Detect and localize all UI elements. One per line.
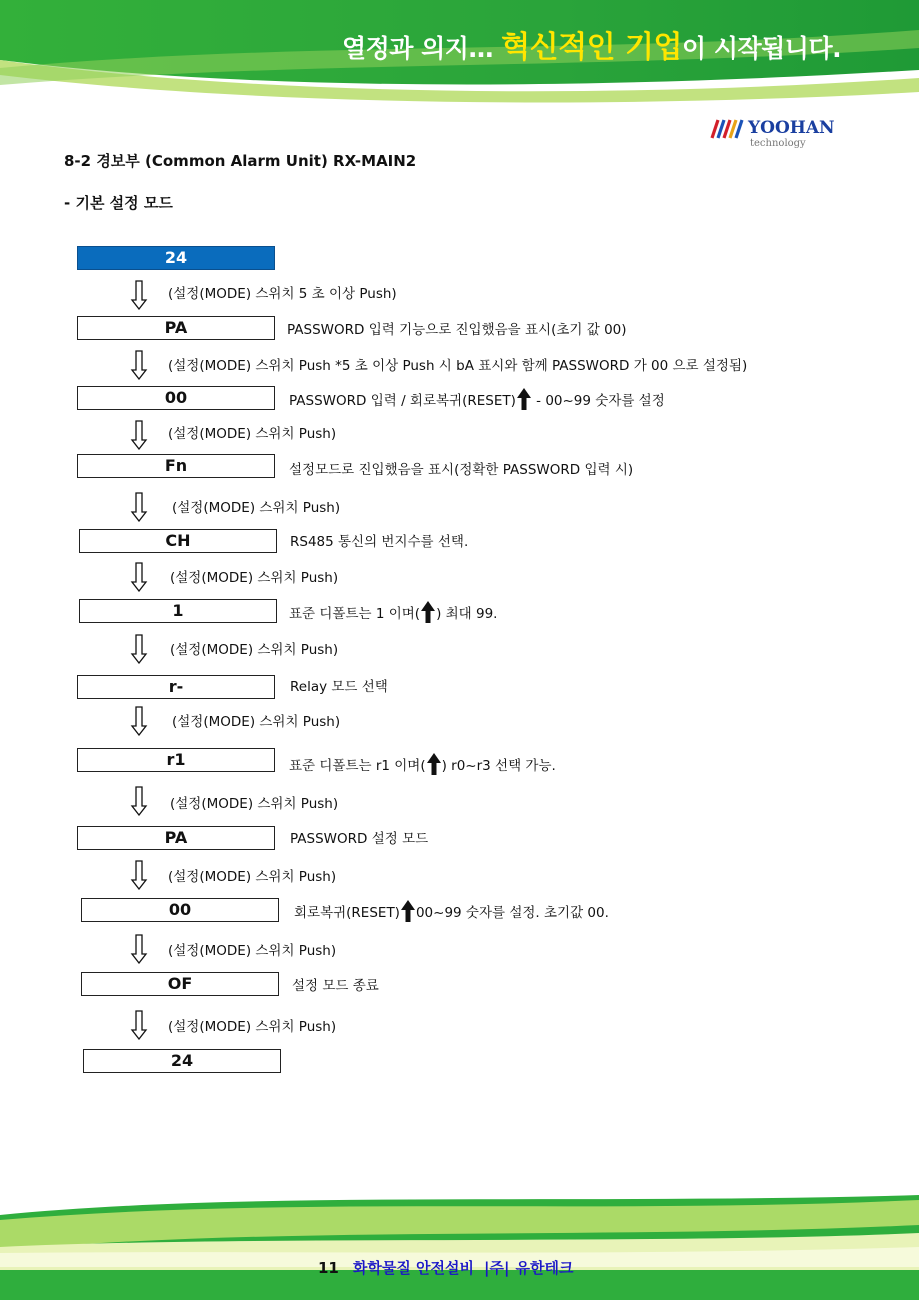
section-title: 8-2 경보부 (Common Alarm Unit) RX-MAIN2 — [64, 152, 417, 170]
flow-step: (설정(MODE) 스위치 Push) — [168, 869, 337, 885]
down-arrow-icon — [130, 634, 148, 664]
up-arrow-icon — [427, 753, 441, 775]
flow-step: (설정(MODE) 스위치 Push) — [172, 714, 341, 730]
flow-box-fn: Fn — [77, 454, 275, 478]
footer-banner — [0, 1195, 919, 1300]
slogan-highlight: 혁신적인 기업 — [501, 30, 682, 65]
flow-step: (설정(MODE) 스위치 Push) — [170, 570, 339, 586]
down-arrow-icon — [130, 934, 148, 964]
up-arrow-icon — [517, 388, 531, 410]
flow-desc: 설정 모드 종료 — [292, 978, 379, 994]
flow-step: (설정(MODE) 스위치 Push) — [168, 1019, 337, 1035]
footer-product: 화학물질 안전설비 — [352, 1259, 475, 1277]
down-arrow-icon — [130, 350, 148, 380]
footer-text — [318, 1257, 573, 1278]
down-arrow-icon — [130, 492, 148, 522]
flow-desc: 표준 디폴트는 r1 이며( ) r0~r3 선택 가능. — [289, 753, 556, 776]
flow-desc: 설정모드로 진입했음을 표시(정확한 PASSWORD 입력 시) — [289, 462, 634, 478]
flow-box-pa: PA — [77, 316, 275, 340]
company-logo — [708, 112, 850, 152]
footer-separator: |주| — [484, 1259, 510, 1277]
flow-step: (설정(MODE) 스위치 5 초 이상 Push) — [168, 286, 397, 302]
flow-step: (설정(MODE) 스위치 Push) — [168, 426, 337, 442]
flow-box-00-reset: 00 — [81, 898, 279, 922]
logo-tagline: technology — [750, 138, 806, 149]
flow-box-1: 1 — [79, 599, 277, 623]
down-arrow-icon — [130, 786, 148, 816]
flow-box-00: 00 — [77, 386, 275, 410]
flow-desc: Relay 모드 선택 — [290, 679, 388, 695]
up-arrow-icon — [421, 601, 435, 623]
subsection-title: - 기본 설정 모드 — [64, 194, 173, 212]
page-number: 11 — [318, 1259, 339, 1277]
flow-desc: PASSWORD 입력 기능으로 진입했음을 표시(초기 값 00) — [287, 322, 627, 338]
logo-name: YOOHAN — [748, 118, 835, 138]
down-arrow-icon — [130, 420, 148, 450]
up-arrow-icon — [401, 900, 415, 922]
flow-step: (설정(MODE) 스위치 Push *5 초 이상 Push 시 bA 표시와 함께 PASSWORD 가 00 으로 설정됨) — [168, 358, 748, 374]
flow-box-of: OF — [81, 972, 279, 996]
flow-box-24-end: 24 — [83, 1049, 281, 1073]
flow-step: (설정(MODE) 스위치 Push) — [170, 642, 339, 658]
flow-step: (설정(MODE) 스위치 Push) — [172, 500, 341, 516]
down-arrow-icon — [130, 860, 148, 890]
down-arrow-icon — [130, 1010, 148, 1040]
flow-desc: PASSWORD 입력 / 회로복귀(RESET) - 00~99 숫자를 설정 — [289, 388, 665, 411]
flow-box-r-dash: r- — [77, 675, 275, 699]
down-arrow-icon — [130, 280, 148, 310]
flow-desc: PASSWORD 설정 모드 — [290, 831, 429, 847]
flow-step: (설정(MODE) 스위치 Push) — [170, 796, 339, 812]
flow-box-pa-setting: PA — [77, 826, 275, 850]
flow-desc: 회로복귀(RESET) 00~99 숫자를 설정. 초기값 00. — [294, 900, 609, 923]
flow-desc: 표준 디폴트는 1 이며( ) 최대 99. — [289, 601, 497, 624]
flow-box-ch: CH — [79, 529, 277, 553]
down-arrow-icon — [130, 706, 148, 736]
flow-box-r1: r1 — [77, 748, 275, 772]
down-arrow-icon — [130, 562, 148, 592]
header-slogan: 열정과 의지… 혁신적인 기업이 시작됩니다. — [342, 30, 842, 65]
flow-step: (설정(MODE) 스위치 Push) — [168, 943, 337, 959]
footer-company: 유한테크 — [515, 1259, 574, 1277]
flow-box-24-start: 24 — [77, 246, 275, 270]
flow-desc: RS485 통신의 번지수를 선택. — [290, 534, 469, 550]
